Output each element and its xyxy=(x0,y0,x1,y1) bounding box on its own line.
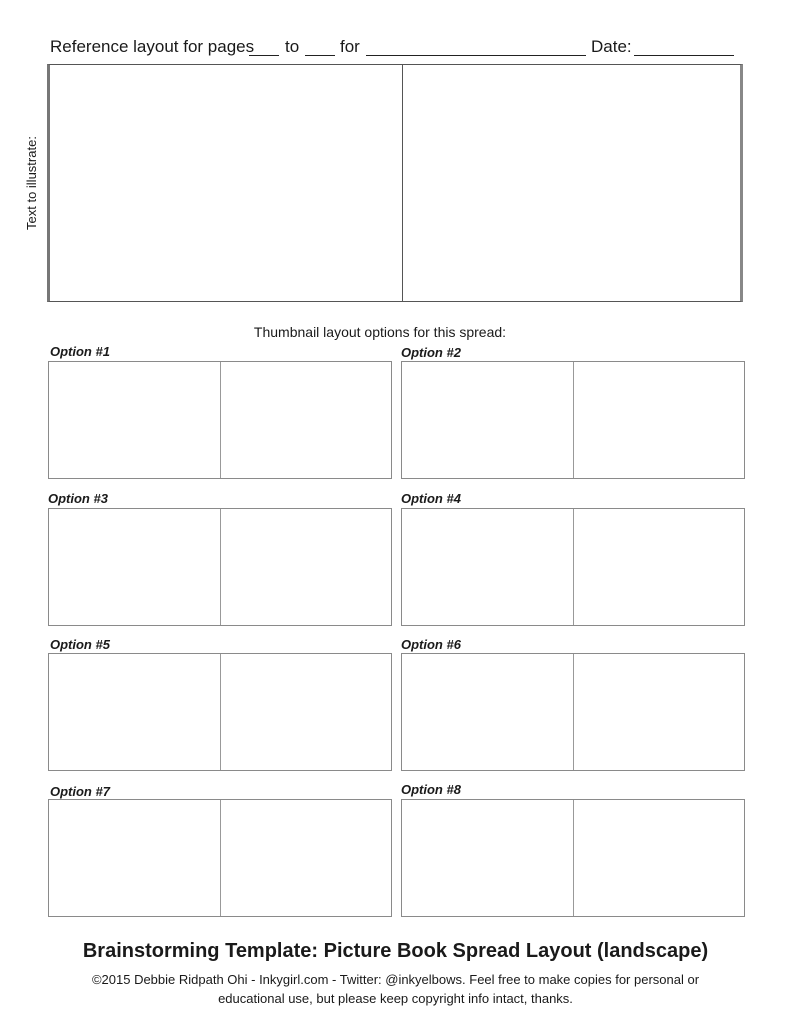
option-label: Option #4 xyxy=(401,491,461,506)
option-box[interactable] xyxy=(401,508,745,626)
title-blank[interactable] xyxy=(366,55,586,56)
header-line xyxy=(50,36,740,60)
option-box[interactable] xyxy=(48,653,392,771)
option-gutter-line xyxy=(220,362,221,478)
copyright-note xyxy=(40,970,751,1008)
option-label: Option #2 xyxy=(401,345,461,360)
option-gutter-line xyxy=(573,509,574,625)
option-label: Option #5 xyxy=(50,637,110,652)
option-gutter-line xyxy=(573,800,574,916)
date-label: Date: xyxy=(591,37,632,56)
option-box[interactable] xyxy=(48,361,392,479)
reference-label: Reference layout for pages xyxy=(50,37,255,56)
thumbnail-heading: Thumbnail layout options for this spread: xyxy=(253,324,507,340)
start-page-blank[interactable] xyxy=(249,55,279,56)
option-label: Option #3 xyxy=(48,491,108,506)
copyright-line-1: ©2015 Debbie Ridpath Ohi - Inkygirl.com - Twitter: @inkyelbows. Feel free to make copies for personal or xyxy=(91,972,700,987)
option-gutter-line xyxy=(220,800,221,916)
option-label: Option #6 xyxy=(401,637,461,652)
date-blank[interactable] xyxy=(634,55,734,56)
option-gutter-line xyxy=(573,654,574,770)
end-page-blank[interactable] xyxy=(305,55,335,56)
option-box[interactable] xyxy=(401,361,745,479)
option-box[interactable] xyxy=(401,799,745,917)
option-box[interactable] xyxy=(48,799,392,917)
option-box[interactable] xyxy=(48,508,392,626)
option-label: Option #1 xyxy=(50,344,110,359)
option-gutter-line xyxy=(573,362,574,478)
to-label: to xyxy=(285,37,300,56)
option-label: Option #8 xyxy=(401,782,461,797)
copyright-line-2: educational use, but please keep copyright info intact, thanks. xyxy=(218,991,573,1006)
for-label: for xyxy=(340,37,360,56)
option-box[interactable] xyxy=(401,653,745,771)
reference-spread-box[interactable] xyxy=(47,64,743,302)
spread-gutter-line xyxy=(402,65,403,301)
option-gutter-line xyxy=(220,509,221,625)
option-label: Option #7 xyxy=(50,784,110,799)
text-to-illustrate-label: Text to illustrate: xyxy=(24,136,39,230)
template-title: Brainstorming Template: Picture Book Spread Layout (landscape) xyxy=(82,940,709,962)
option-gutter-line xyxy=(220,654,221,770)
